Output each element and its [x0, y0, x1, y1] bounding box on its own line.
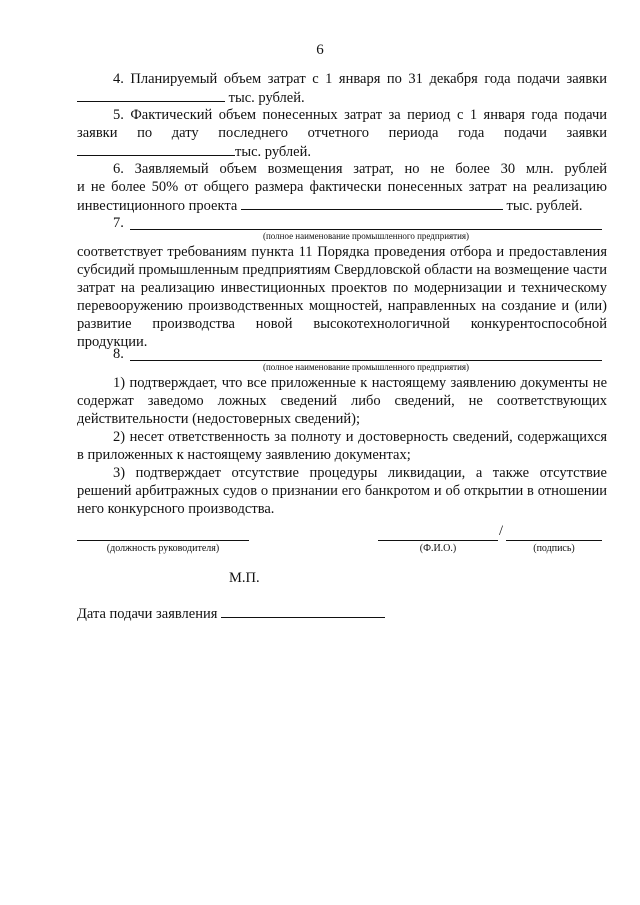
item5-suffix: тыс. рублей.	[235, 144, 311, 160]
item5-line2: заявки по дату последнего отчетного периода года подачи заявки	[77, 125, 607, 141]
item6-amount-blank	[241, 196, 503, 210]
item8-caption: (полное наименование промышленного предприятия)	[262, 362, 470, 372]
item4-amount-blank	[77, 88, 225, 102]
item8-sub1: 1) подтверждает, что все приложенные к настоящему заявлению документы не содержат заведомо ложных сведений либо сведений, не соответствующих действительности (недостоверных сведений);	[77, 375, 607, 427]
sign-caption: (подпись)	[533, 543, 575, 554]
sign-signature-line	[506, 540, 602, 541]
date-row	[77, 604, 385, 623]
item8-number: 8.	[113, 346, 124, 362]
item8-sub3: 3) подтверждает отсутствие процедуры ликвидации, а также отсутствие решений арбитражных судов о признании его банкротом и об открытии в отношении него конкурсного производства.	[77, 465, 607, 517]
date-label: Дата подачи заявления	[77, 606, 218, 622]
date-blank	[221, 604, 385, 618]
item7-text: соответствует требованиям пункта 11 Порядка проведения отбора и предоставления субсидий промышленным предприятиям Свердловской области на возмещение части затрат на реализацию инвестиционных проектов по модернизации и техническому перевооружению производственных мощностей, направленных на создание и (или) развитие производства новой высокотехнологичной конкурентоспособной продукции.	[77, 244, 607, 350]
item6-prefix: инвестиционного проекта	[77, 198, 238, 214]
item6-line1: 6. Заявляемый объем возмещения затрат, но не более 30 млн. рублей	[113, 161, 607, 177]
position-caption: (должность руководителя)	[106, 543, 220, 554]
item7-number: 7.	[113, 215, 124, 231]
position-signature-line	[77, 540, 249, 541]
item6-suffix: тыс. рублей.	[506, 198, 583, 214]
stamp-placeholder: М.П.	[229, 570, 260, 586]
item8-company-blank	[130, 360, 602, 361]
item4-amount-row	[77, 88, 305, 107]
item5-amount-blank	[77, 142, 235, 156]
item8-sub2: 2) несет ответственность за полноту и достоверность сведений, содержащихся в приложенных к настоящему заявлению документах;	[77, 429, 607, 463]
page-number: 6	[316, 42, 324, 58]
item7-company-blank	[130, 229, 602, 230]
name-signature-line	[378, 540, 498, 541]
item5-amount-row	[77, 142, 311, 161]
item6-line2: и не более 50% от общего размера фактически понесенных затрат на реализацию	[77, 179, 607, 195]
item7-caption: (полное наименование промышленного предприятия)	[262, 231, 470, 241]
item6-amount-row	[77, 196, 583, 215]
item4-text: 4. Планируемый объем затрат с 1 января по 31 декабря года подачи заявки	[113, 71, 607, 87]
item5-line1: 5. Фактический объем понесенных затрат за период с 1 января года подачи	[113, 107, 607, 123]
name-caption: (Ф.И.О.)	[419, 543, 457, 554]
item4-suffix: тыс. рублей.	[228, 90, 305, 106]
signature-separator: /	[499, 523, 504, 539]
